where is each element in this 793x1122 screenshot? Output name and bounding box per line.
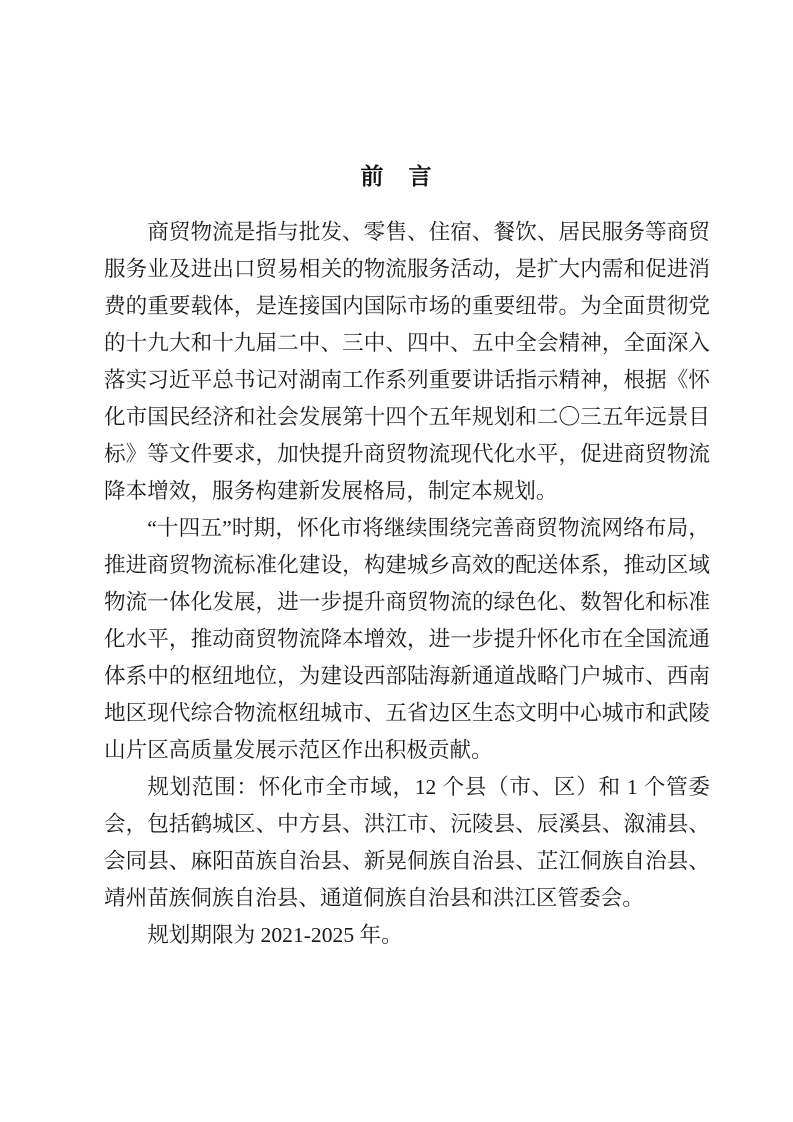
paragraph-intro: 商贸物流是指与批发、零售、住宿、餐饮、居民服务等商贸服务业及进出口贸易相关的物流服务活动，是扩大内需和促进消费的重要载体，是连接国内国际市场的重要纽带。为全面贯彻党的十九大和十九届二中、三中、四中、五中全会精神，全面深入落实习近平总书记对湖南工作系列重要讲话指示精神，根据《怀化市国民经济和社会发展第十四个五年规划和二〇三五年远景目标》等文件要求，加快提升商贸物流现代化水平，促进商贸物流降本增效，服务构建新发展格局，制定本规划。 (104, 220, 710, 503)
paragraph-plan-timeframe: 规划期限为 2021-2025 年。 (147, 923, 403, 947)
page-title: 前 言 (360, 163, 433, 189)
document-body (104, 214, 710, 954)
paragraph-plan-period-goals: “十四五”时期，怀化市将继续围绕完善商贸物流网络布局，推进商贸物流标准化建设，构建城乡高效的配送体系，推动区域物流一体化发展，进一步提升商贸物流的绿色化、数智化和标准化水平，推动商贸物流降本增效，进一步提升怀化市在全国流通体系中的枢纽地位，为建设西部陆海新通道战略门户城市、西南地区现代综合物流枢纽城市、五省边区生态文明中心城市和武陵山片区高质量发展示范区作出积极贡献。 (104, 516, 710, 762)
paragraph-plan-scope: 规划范围：怀化市全市域，12 个县（市、区）和 1 个管委会，包括鹤城区、中方县、洪江市、沅陵县、辰溪县、溆浦县、会同县、麻阳苗族自治县、新晃侗族自治县、芷江侗族自治县、靖州苗族侗族自治县、通道侗族自治县和洪江区管委会。 (104, 775, 710, 910)
